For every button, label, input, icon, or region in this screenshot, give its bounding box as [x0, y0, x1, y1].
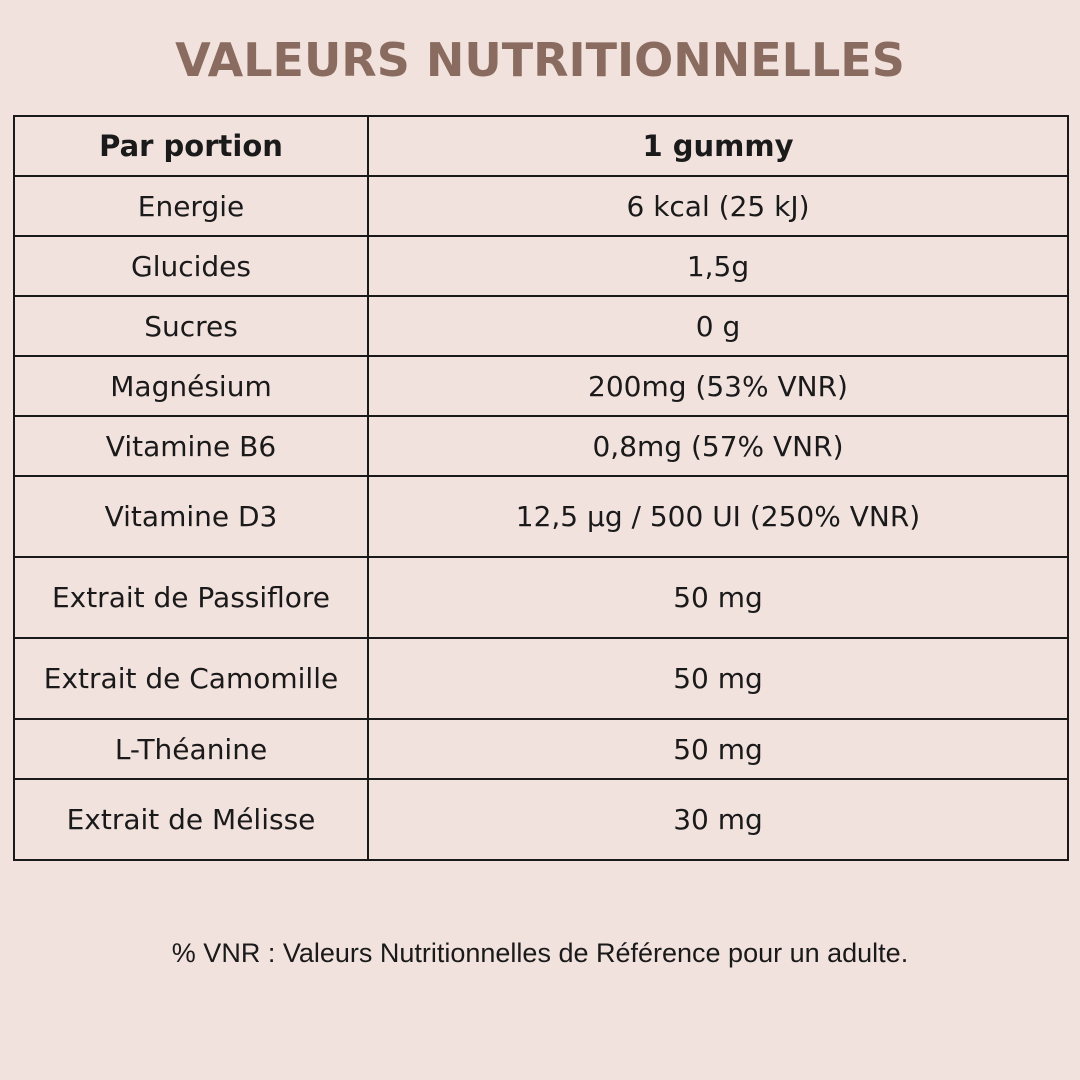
table-row: [14, 557, 1068, 638]
row-value-cell: 50 mg: [368, 557, 1068, 638]
row-label-cell: Extrait de Camomille: [14, 638, 368, 719]
row-value-cell: 12,5 µg / 500 UI (250% VNR): [368, 476, 1068, 557]
table-row: [14, 236, 1068, 296]
table-row: [14, 356, 1068, 416]
table-row: [14, 779, 1068, 860]
table-row: [14, 638, 1068, 719]
table-row: [14, 176, 1068, 236]
page-title: VALEURS NUTRITIONNELLES: [175, 33, 905, 87]
footnote: % VNR : Valeurs Nutritionnelles de Référence pour un adulte.: [171, 938, 909, 968]
row-value-cell: 1,5g: [368, 236, 1068, 296]
header-label-cell: Par portion: [14, 116, 368, 176]
row-label-cell: Extrait de Passiflore: [14, 557, 368, 638]
row-label-cell: Glucides: [14, 236, 368, 296]
row-label-cell: Sucres: [14, 296, 368, 356]
header-value-cell: 1 gummy: [368, 116, 1068, 176]
row-label-cell: Vitamine D3: [14, 476, 368, 557]
table-row: [14, 296, 1068, 356]
nutrition-table: [13, 115, 1067, 861]
row-label-cell: Energie: [14, 176, 368, 236]
table-row: [14, 416, 1068, 476]
row-label-cell: Extrait de Mélisse: [14, 779, 368, 860]
row-label-cell: L-Théanine: [14, 719, 368, 779]
row-value-cell: 0 g: [368, 296, 1068, 356]
row-label-cell: Vitamine B6: [14, 416, 368, 476]
table-header-row: [14, 116, 1068, 176]
row-value-cell: 6 kcal (25 kJ): [368, 176, 1068, 236]
row-value-cell: 200mg (53% VNR): [368, 356, 1068, 416]
row-value-cell: 50 mg: [368, 719, 1068, 779]
table-row: [14, 476, 1068, 557]
nutrition-table-grid: [13, 115, 1069, 861]
row-value-cell: 30 mg: [368, 779, 1068, 860]
row-label-cell: Magnésium: [14, 356, 368, 416]
row-value-cell: 50 mg: [368, 638, 1068, 719]
row-value-cell: 0,8mg (57% VNR): [368, 416, 1068, 476]
table-row: [14, 719, 1068, 779]
